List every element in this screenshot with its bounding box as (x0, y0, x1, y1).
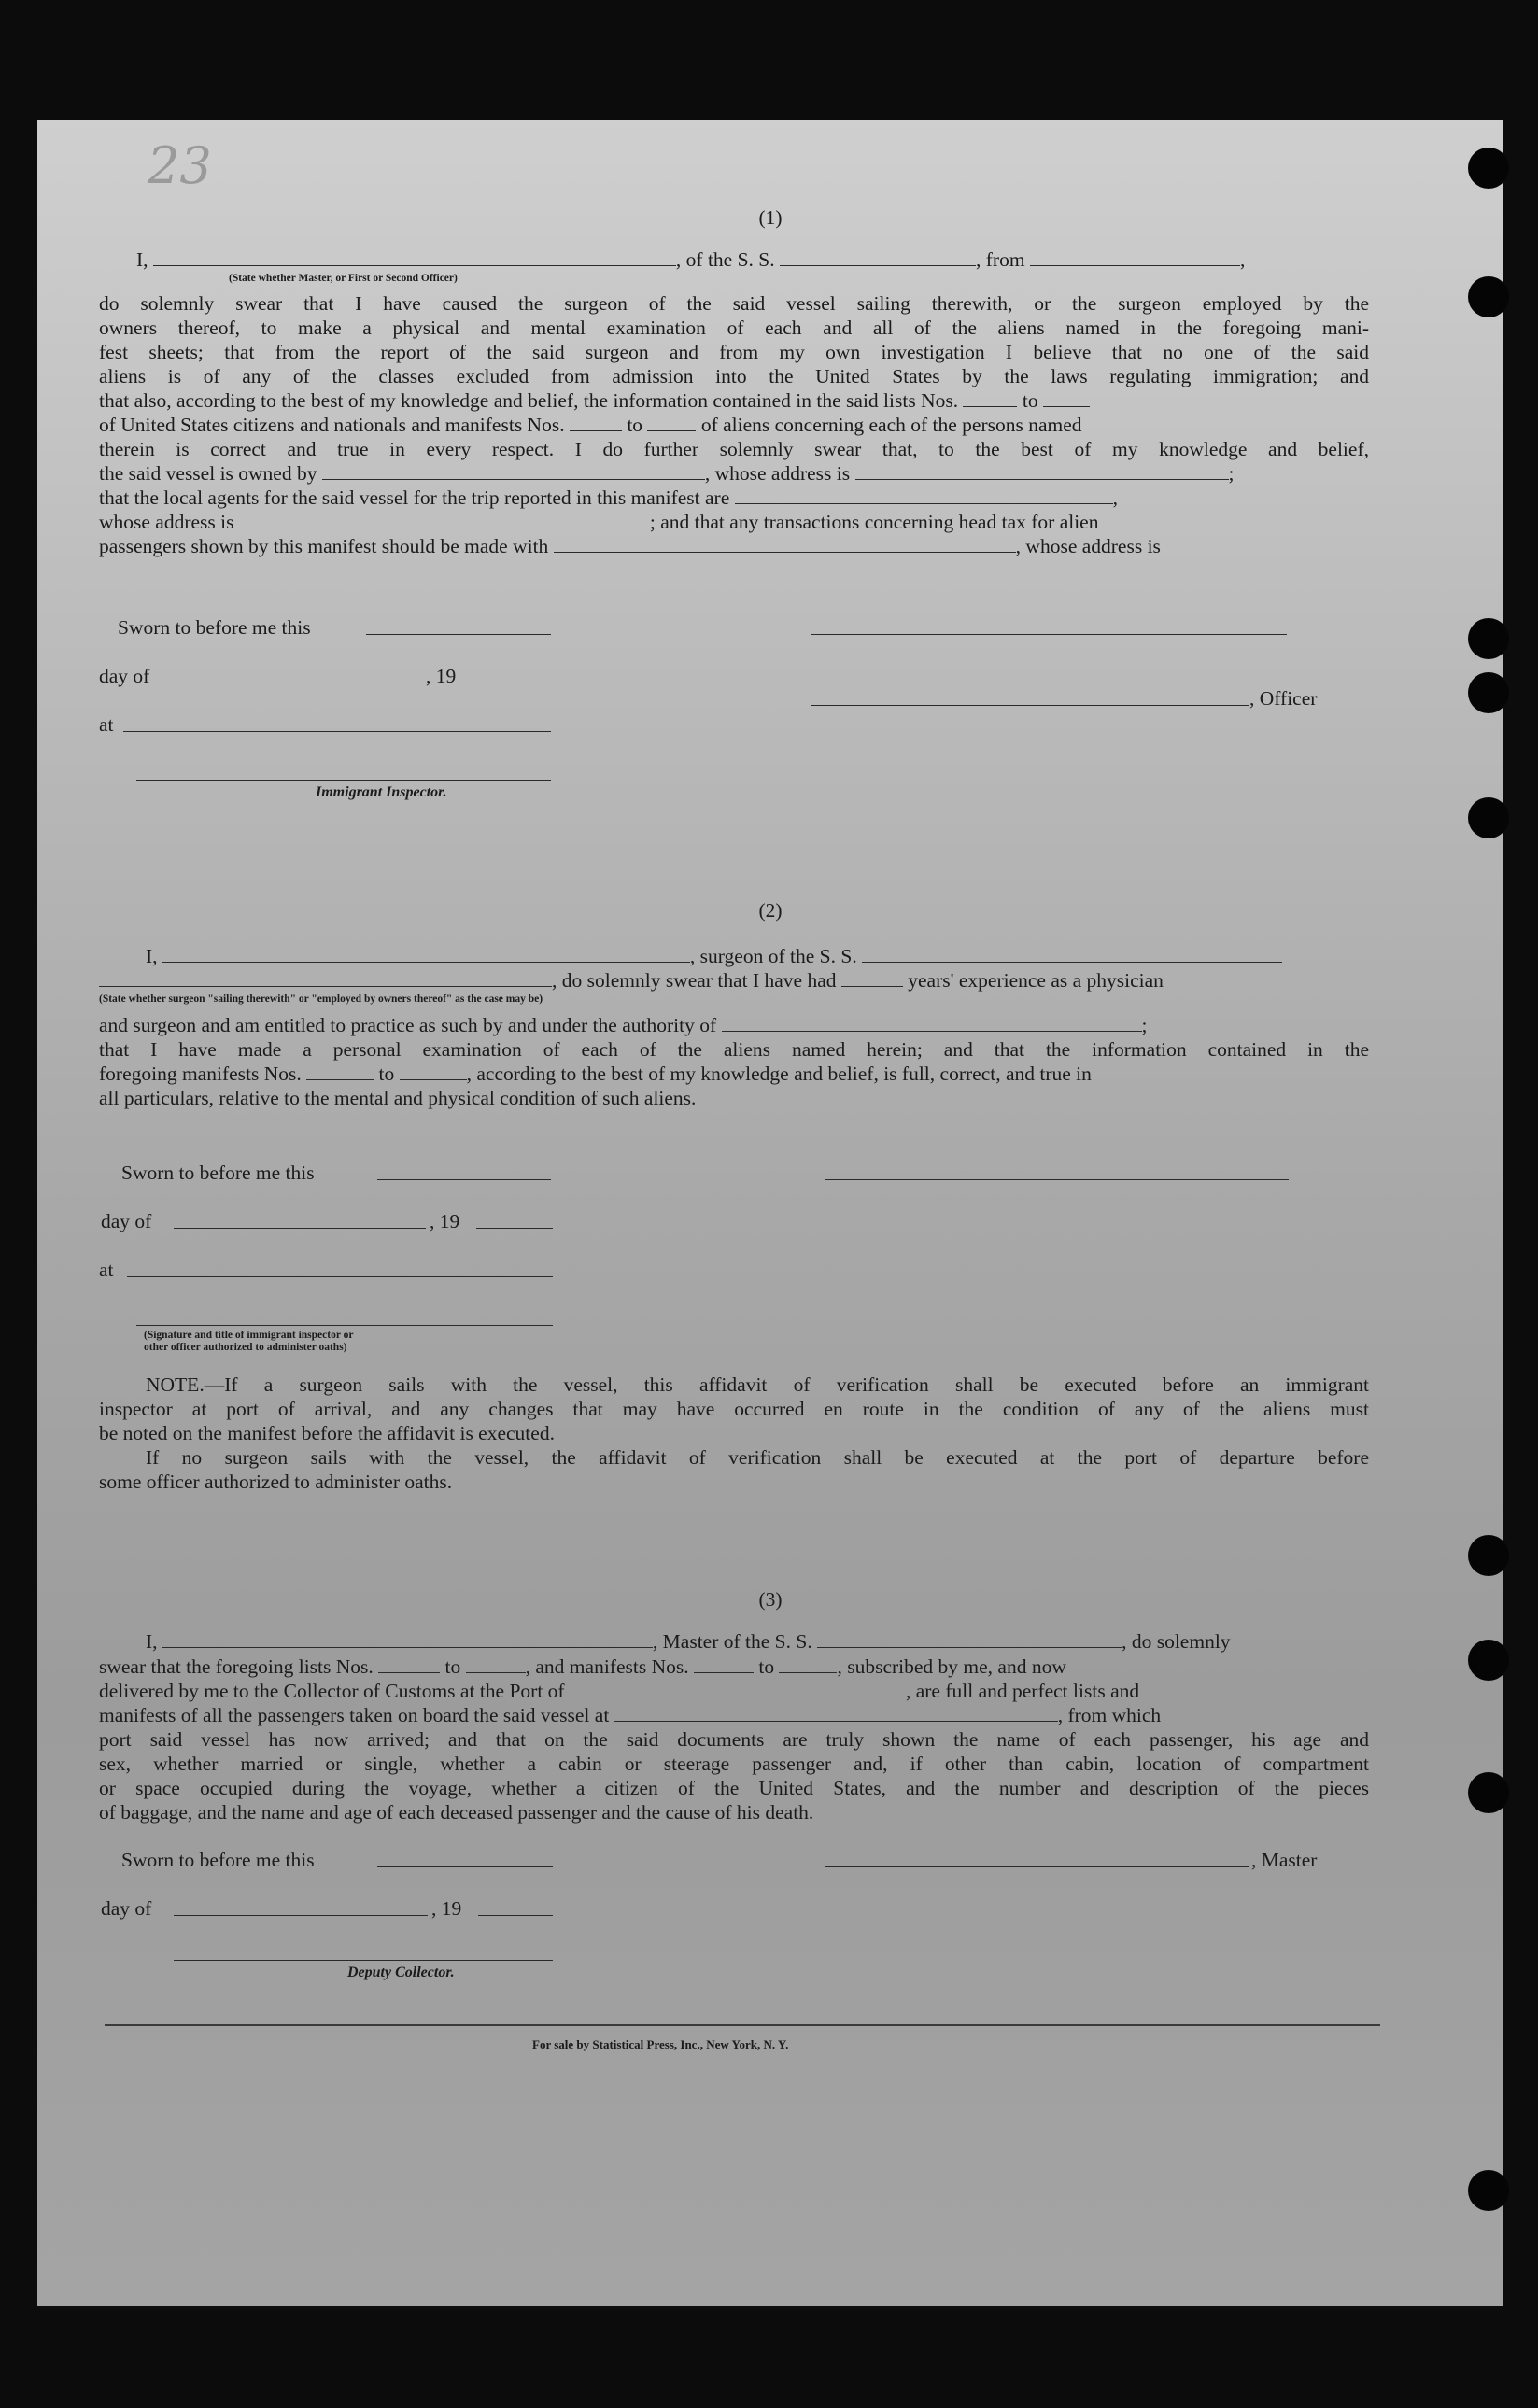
manifests-to-field[interactable] (647, 415, 696, 431)
at-place-field-1[interactable] (123, 730, 551, 732)
officer-signature-line-top[interactable] (811, 633, 1287, 635)
local-agents-field[interactable] (735, 488, 1113, 504)
section-2-second-line: , do solemnly swear that I have had years' experience as a physician (99, 969, 1369, 993)
immigrant-inspector-label: Immigrant Inspector. (316, 784, 447, 800)
day-of-label-2: day of (101, 1210, 152, 1232)
embarkation-port-field[interactable] (614, 1706, 1058, 1722)
day-of-label-3: day of (101, 1897, 152, 1920)
oath-line: passengers shown by this manifest should be made with , whose address is (99, 535, 1161, 557)
oath-line: delivered by me to the Collector of Customs at the Port of , are full and perfect lists and (99, 1680, 1140, 1702)
oath-line: aliens is of any of the classes excluded from admission into the United States by the laws regulating immigration; and (99, 365, 1369, 387)
authority-field[interactable] (722, 1016, 1142, 1032)
master-lists-to-field[interactable] (466, 1657, 526, 1673)
customs-port-field[interactable] (570, 1682, 906, 1697)
surgeon-manifests-from-field[interactable] (306, 1064, 374, 1080)
section-1-first-line: I, , of the S. S. , from , (136, 248, 1246, 271)
oath-line: that the local agents for the said vessel for the trip reported in this manifest are , (99, 486, 1118, 509)
surgeon-note: (State whether surgeon "sailing therewith" or "employed by owners thereof" as the case may be) (99, 993, 543, 1005)
at-label-1: at (99, 713, 114, 736)
note-line: inspector at port of arrival, and any changes that may have occurred en route in the condition of any of the aliens must (99, 1398, 1369, 1420)
surgeon-status-field[interactable] (99, 971, 552, 987)
deputy-collector-label: Deputy Collector. (347, 1964, 455, 1980)
punch-hole (1468, 148, 1509, 189)
punch-hole (1468, 618, 1509, 659)
master-label: , Master (1251, 1849, 1318, 1871)
of-ss-label: , of the S. S. (675, 248, 775, 271)
signature-note-1: (Signature and title of immigrant inspector or (144, 1330, 354, 1341)
signature-note-2: other officer authorized to administer oaths) (144, 1342, 347, 1353)
note-line: be noted on the manifest before the affidavit is executed. (99, 1422, 555, 1444)
sworn-label-3: Sworn to before me this (121, 1849, 315, 1871)
oath-line: and surgeon and am entitled to practice as such by and under the authority of ; (99, 1014, 1148, 1036)
oath-line: owners thereof, to make a physical and mental examination of each and all of the aliens named in the foregoing mani- (99, 317, 1369, 339)
oath-line: of United States citizens and nationals and manifests Nos. to of aliens concerning each of the persons named (99, 414, 1082, 436)
oath-line: manifests of all the passengers taken on board the said vessel at , from which (99, 1704, 1162, 1726)
at-place-field-2[interactable] (127, 1275, 553, 1277)
year-field-1[interactable] (473, 682, 551, 683)
master-manifests-from-field[interactable] (694, 1657, 754, 1673)
collector-signature-line[interactable] (174, 1959, 553, 1961)
year-label-1: , 19 (426, 665, 457, 687)
year-label-3: , 19 (431, 1897, 462, 1920)
officer-rank-field[interactable] (153, 250, 676, 266)
punch-hole (1468, 2170, 1509, 2211)
year-label-2: , 19 (430, 1210, 460, 1232)
master-signature-line[interactable] (825, 1866, 1249, 1867)
master-manifests-to-field[interactable] (779, 1657, 837, 1673)
oath-line: swear that the foregoing lists Nos. to , and manifests Nos. to , subscribed by me, and now (99, 1655, 1066, 1678)
section-2-number: (2) (758, 899, 783, 922)
sworn-date-field-2[interactable] (377, 1178, 551, 1180)
surgeon-name-field[interactable] (162, 947, 690, 963)
oath-line: do solemnly swear that I have caused the surgeon of the said vessel sailing therewith, or the surgeon employed by the (99, 292, 1369, 315)
footer-publisher: For sale by Statistical Press, Inc., New York, N. Y. (532, 2037, 789, 2051)
day-of-label-1: day of (99, 665, 150, 687)
handwritten-page-number: 23 (148, 136, 212, 195)
oath-line: therein is correct and true in every respect. I do further solemnly swear that, to the best of my knowledge and belief, (99, 438, 1369, 460)
punch-hole (1468, 1772, 1509, 1813)
punch-hole (1468, 276, 1509, 317)
head-tax-agent-field[interactable] (554, 537, 1016, 553)
owner-address-field[interactable] (855, 464, 1229, 480)
sworn-date-field-1[interactable] (366, 633, 551, 635)
note-line: some officer authorized to administer oaths. (99, 1471, 453, 1493)
oath-line: sex, whether married or single, whether a cabin or steerage passenger and, if other than cabin, location of compartment (99, 1753, 1369, 1775)
from-label: , from (976, 248, 1025, 271)
note-line: If no surgeon sails with the vessel, the affidavit of verification shall be executed at the port of departure before (146, 1446, 1369, 1469)
officer-signature-line[interactable] (811, 704, 1249, 706)
oath-line: or space occupied during the voyage, whether a citizen of the United States, and the number and description of the pieces (99, 1777, 1369, 1799)
surgeon-signature-line[interactable] (825, 1178, 1289, 1180)
inspector-signature-line-2[interactable] (136, 1324, 553, 1326)
day-of-month-field-1[interactable] (170, 682, 424, 683)
oath-line: port said vessel has now arrived; and that on the said documents are truly shown the name of each passenger, his age and (99, 1728, 1369, 1751)
punch-hole (1468, 1640, 1509, 1681)
section-2-first-line: I, , surgeon of the S. S. (146, 945, 1378, 968)
footer-divider (105, 2024, 1380, 2026)
departure-port-field[interactable] (1030, 250, 1240, 266)
pronoun-i: I, (136, 248, 148, 271)
lists-from-field[interactable] (963, 391, 1017, 407)
agents-address-field[interactable] (239, 513, 650, 528)
oath-line: whose address is ; and that any transactions concerning head tax for alien (99, 511, 1099, 533)
oath-line: foregoing manifests Nos. to , according to the best of my knowledge and belief, is full, correct, and true in (99, 1063, 1092, 1085)
document-page (37, 120, 1503, 2306)
master-vessel-field[interactable] (817, 1632, 1122, 1648)
section-3-first-line: I, , Master of the S. S. , do solemnly (146, 1630, 1231, 1653)
oath-line: that I have made a personal examination of each of the aliens named herein; and that the information contained in the (99, 1038, 1369, 1061)
oath-line: that also, according to the best of my knowledge and belief, the information contained in the said lists Nos. to (99, 388, 1369, 413)
oath-line: of baggage, and the name and age of each deceased passenger and the cause of his death. (99, 1801, 814, 1824)
officer-label: , Officer (1249, 687, 1318, 710)
punch-hole (1468, 797, 1509, 838)
year-field-3[interactable] (478, 1914, 553, 1916)
oath-line: the said vessel is owned by , whose address is ; (99, 462, 1235, 485)
years-experience-field[interactable] (841, 971, 903, 987)
section-3-number: (3) (758, 1588, 783, 1611)
oath-line: fest sheets; that from the report of the said surgeon and from my own investigation I believe that no one of the said (99, 341, 1369, 363)
punch-hole (1468, 1535, 1509, 1576)
oath-line: all particulars, relative to the mental and physical condition of such aliens. (99, 1087, 697, 1109)
year-field-2[interactable] (476, 1227, 553, 1229)
note-line: NOTE.—If a surgeon sails with the vessel, this affidavit of verification shall be executed before an immigrant (146, 1373, 1369, 1396)
sworn-date-field-3[interactable] (377, 1866, 553, 1867)
surgeon-vessel-field[interactable] (862, 947, 1282, 963)
punch-hole (1468, 672, 1509, 713)
manifests-from-field[interactable] (570, 415, 622, 431)
day-of-month-field-3[interactable] (174, 1914, 428, 1916)
sworn-label-2: Sworn to before me this (121, 1162, 315, 1184)
vessel-name-field[interactable] (780, 250, 976, 266)
day-of-month-field-2[interactable] (174, 1227, 426, 1229)
lists-to-field[interactable] (1043, 391, 1090, 407)
sworn-label-1: Sworn to before me this (118, 616, 311, 639)
at-label-2: at (99, 1259, 114, 1281)
surgeon-manifests-to-field[interactable] (400, 1064, 467, 1080)
section-1-number: (1) (758, 206, 783, 229)
master-name-field[interactable] (162, 1632, 653, 1648)
officer-note: (State whether Master, or First or Second Officer) (229, 273, 458, 284)
master-lists-from-field[interactable] (378, 1657, 440, 1673)
inspector-signature-line[interactable] (136, 779, 551, 781)
owner-field[interactable] (322, 464, 705, 480)
